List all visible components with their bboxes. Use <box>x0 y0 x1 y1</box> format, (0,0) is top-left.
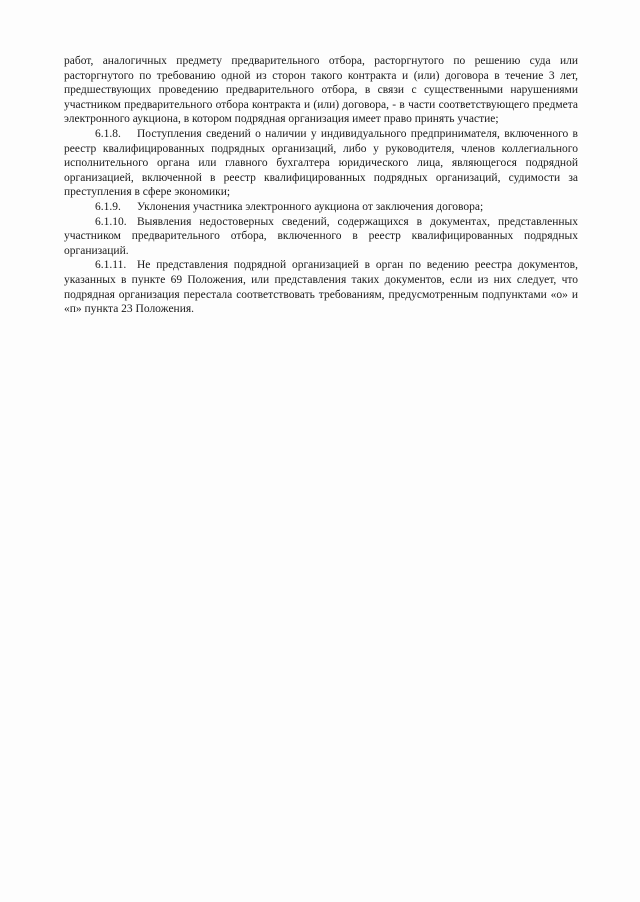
clause-text: Поступления сведений о наличии у индивидуального предпринимателя, включенного в реестр квалифицированных подрядных организаций, либо у руководителя, членов коллегиального исполнительного органа или главного бухгалтера юридического лица, являющегося подрядной организацией, включенной в реестр квалифицированных подрядных организаций, судимости за преступления в сфере экономики; <box>64 127 578 199</box>
clause-number: 6.1.11. <box>95 259 127 272</box>
clause-text: Выявления недостоверных сведений, содержащихся в документах, представленных участником предварительного отбора, включенного в реестр квалифицированных подрядных организаций. <box>64 215 578 257</box>
document-body <box>64 54 578 317</box>
clause-text: Уклонения участника электронного аукциона от заключения договора; <box>137 200 484 213</box>
clause-number: 6.1.8. <box>95 127 121 140</box>
clause-number: 6.1.10. <box>95 215 127 228</box>
intro-text: работ, аналогичных предмету предварительного отбора, расторгнутого по решению суда или расторгнутого по требованию одной из сторон такого контракта и (или) договора в течение 3 лет, предшествующих проведению предварительного отбора, в связи с существенными нарушениями участником предварительного отбора контракта и (или) договора, - в части соответствующего предмета электронного аукциона, в котором подрядная организация имеет право принять участие; <box>64 55 578 126</box>
clause-6-1-8 <box>64 127 578 200</box>
clause-6-1-9 <box>64 200 578 215</box>
clause-number: 6.1.9. <box>95 200 121 213</box>
intro-paragraph <box>64 54 578 127</box>
clause-text: Не представления подрядной организацией в орган по ведению реестра документов, указанных в пункте 69 Положения, или представления таких документов, если из них следует, что подрядная организация перестала соответствовать требованиям, предусмотренным подпунктами «о» и «п» пункта 23 Положения. <box>64 259 578 316</box>
clause-6-1-10 <box>64 215 578 259</box>
clause-6-1-11 <box>64 258 578 316</box>
